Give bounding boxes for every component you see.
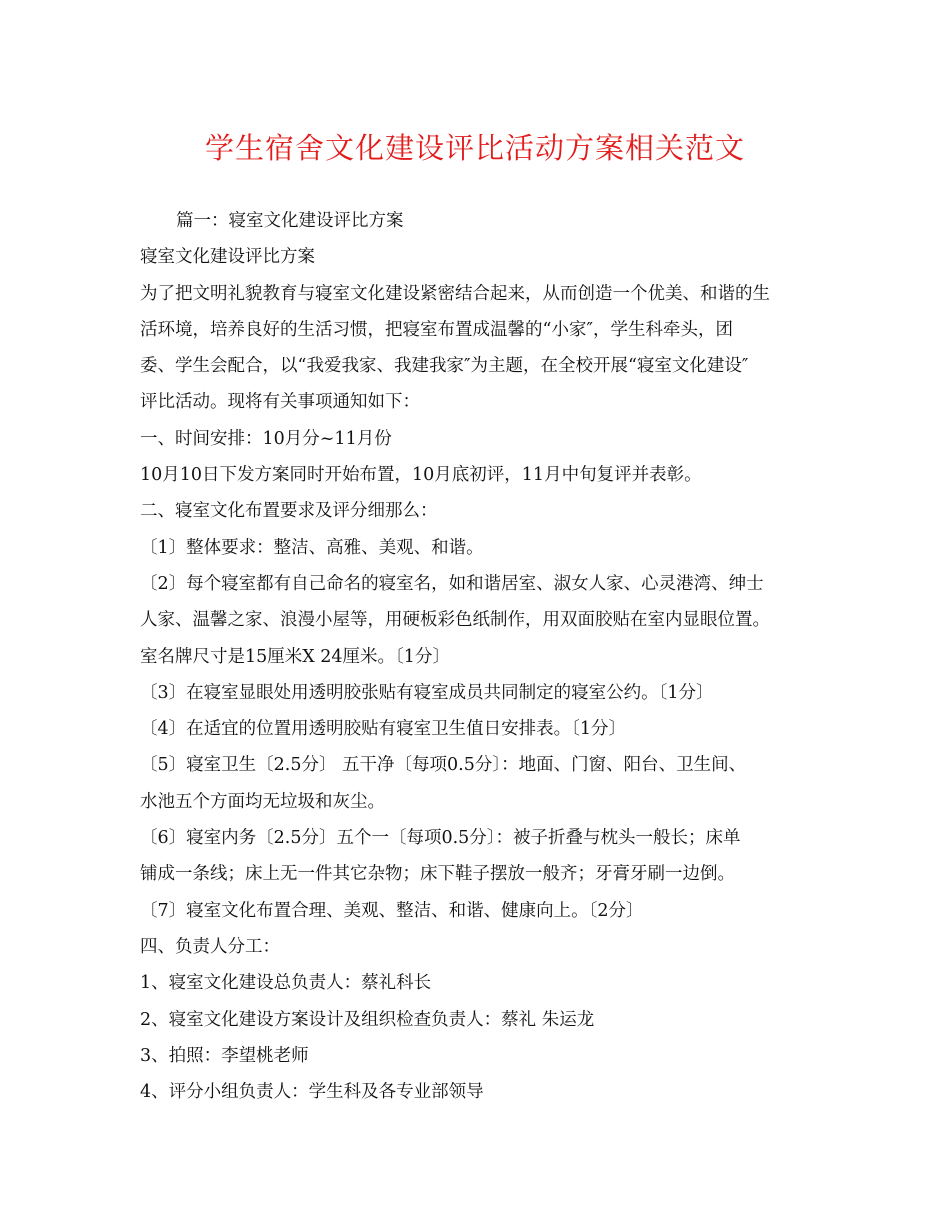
list-item-continuation: 室名牌尺寸是15厘米X 24厘米。〔1分〕 bbox=[140, 646, 450, 667]
list-heading: 二、寝室文化布置要求及评分细那么： bbox=[140, 501, 438, 522]
list-item: 3、拍照：李望桃老师 bbox=[140, 1045, 309, 1066]
paragraph-line: 评比活动。现将有关事项通知如下： bbox=[140, 392, 420, 413]
list-item: 1、寝室文化建设总负责人：蔡礼科长 bbox=[140, 973, 432, 994]
list-item: 〔6〕寝室内务〔2.5分〕五个一〔每项0.5分〕：被子折叠与枕头一般长；床单 bbox=[140, 828, 741, 849]
list-item: 〔5〕寝室卫生〔2.5分〕 五干净〔每项0.5分〕：地面、门窗、阳台、卫生间、 bbox=[140, 755, 747, 776]
paragraph-line: 为了把文明礼貌教育与寝室文化建设紧密结合起来，从而创造一个优美、和谐的生 bbox=[140, 283, 770, 304]
subheading: 寝室文化建设评比方案 bbox=[140, 247, 315, 268]
list-heading: 四、负责人分工： bbox=[140, 936, 280, 957]
paragraph-line: 活环境，培养良好的生活习惯，把寝室布置成温馨的“小家″，学生科牵头，团 bbox=[140, 319, 733, 340]
list-item-continuation: 水池五个方面均无垃圾和灰尘。 bbox=[140, 791, 385, 812]
paragraph-line: 10月10日下发方案同时开始布置，10月底初评，11月中旬复评并表彰。 bbox=[140, 465, 702, 486]
list-item-continuation: 人家、温馨之家、浪漫小屋等，用硬板彩色纸制作，用双面胶贴在室内显眼位置。 bbox=[140, 610, 770, 631]
list-item: 〔1〕整体要求：整洁、高雅、美观、和谐。 bbox=[140, 537, 484, 558]
list-heading: 一、时间安排：10月分~11月份 bbox=[140, 428, 392, 449]
list-item: 〔3〕在寝室显眼处用透明胶张贴有寝室成员共同制定的寝室公约。〔1分〕 bbox=[140, 682, 714, 703]
document-title: 学生宿舍文化建设评比活动方案相关范文 bbox=[204, 131, 745, 165]
list-item: 〔7〕寝室文化布置合理、美观、整洁、和谐、健康向上。〔2分〕 bbox=[140, 900, 644, 921]
list-item: 2、寝室文化建设方案设计及组织检查负责人：蔡礼 朱运龙 bbox=[140, 1009, 595, 1030]
list-item-continuation: 铺成一条线；床上无一件其它杂物；床下鞋子摆放一般齐；牙膏牙刷一边倒。 bbox=[140, 864, 735, 885]
document-body bbox=[140, 203, 820, 1110]
list-item: 〔4〕在适宜的位置用透明胶贴有寝室卫生值日安排表。〔1分〕 bbox=[140, 719, 627, 740]
section-heading: 篇一：寝室文化建设评比方案 bbox=[176, 211, 404, 231]
paragraph-line: 委、学生会配合，以“我爱我家、我建我家″为主题，在全校开展“寝室文化建设″ bbox=[140, 356, 749, 377]
list-item: 〔2〕每个寝室都有自己命名的寝室名，如和谐居室、淑女人家、心灵港湾、绅士 bbox=[140, 573, 764, 594]
list-item: 4、评分小组负责人：学生科及各专业部领导 bbox=[140, 1082, 484, 1103]
